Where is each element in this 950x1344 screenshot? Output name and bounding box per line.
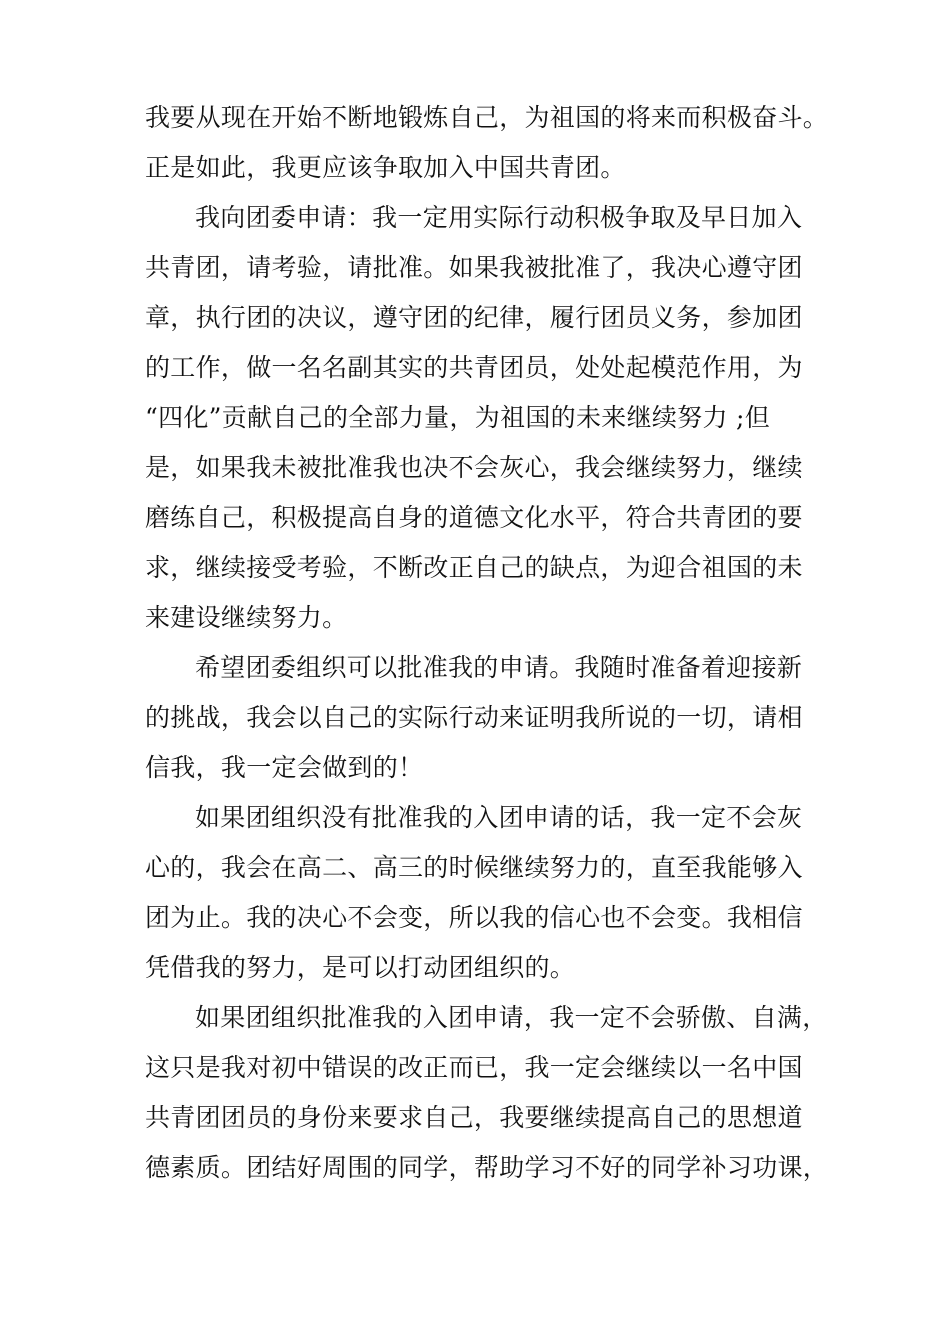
text-line: 凭借我的努力，是可以打动团组织的。: [145, 953, 576, 982]
text-line: 的工作，做一名名副其实的共青团员，处处起模范作用，为: [145, 353, 803, 382]
text-line: 磨练自己，积极提高自身的道德文化水平，符合共青团的要: [145, 503, 803, 532]
text-line: 信我，我一定会做到的！: [145, 753, 424, 782]
text-line: 这只是我对初中错误的改正而已，我一定会继续以一名中国: [145, 1053, 803, 1082]
text-line: 共青团，请考验，请批准。如果我被批准了，我决心遵守团: [145, 253, 803, 282]
text-line: 团为止。我的决心不会变，所以我的信心也不会变。我相信: [145, 903, 803, 932]
text-line: 的挑战，我会以自己的实际行动来证明我所说的一切，请相: [145, 703, 803, 732]
text-line: 心的，我会在高二、高三的时候继续努力的，直至我能够入: [145, 853, 803, 882]
text-line: 章，执行团的决议，遵守团的纪律，履行团员义务，参加团: [145, 303, 803, 332]
paragraph-first-line: 如果团组织批准我的入团申请，我一定不会骄傲、自满，: [195, 1003, 828, 1032]
text-line: 来建设继续努力。: [145, 603, 348, 632]
text-line: 共青团团员的身份来要求自己，我要继续提高自己的思想道: [145, 1103, 803, 1132]
paragraph-first-line: 希望团委组织可以批准我的申请。我随时准备着迎接新: [195, 653, 803, 682]
text-line: 正是如此，我更应该争取加入中国共青团。: [145, 153, 626, 182]
text-line: 是，如果我未被批准我也决不会灰心，我会继续努力，继续: [145, 453, 803, 482]
text-line: “四化”贡献自己的全部力量，为祖国的未来继续努力 ;但: [145, 403, 771, 432]
text-line: 我要从现在开始不断地锻炼自己，为祖国的将来而积极奋斗。: [145, 103, 829, 132]
text-line: 德素质。团结好周围的同学，帮助学习不好的同学补习功课，: [145, 1153, 829, 1182]
paragraph-first-line: 我向团委申请：我一定用实际行动积极争取及早日加入: [195, 203, 803, 232]
paragraph-first-line: 如果团组织没有批准我的入团申请的话，我一定不会灰: [195, 803, 803, 832]
text-line: 求，继续接受考验，不断改正自己的缺点，为迎合祖国的未: [145, 553, 803, 582]
